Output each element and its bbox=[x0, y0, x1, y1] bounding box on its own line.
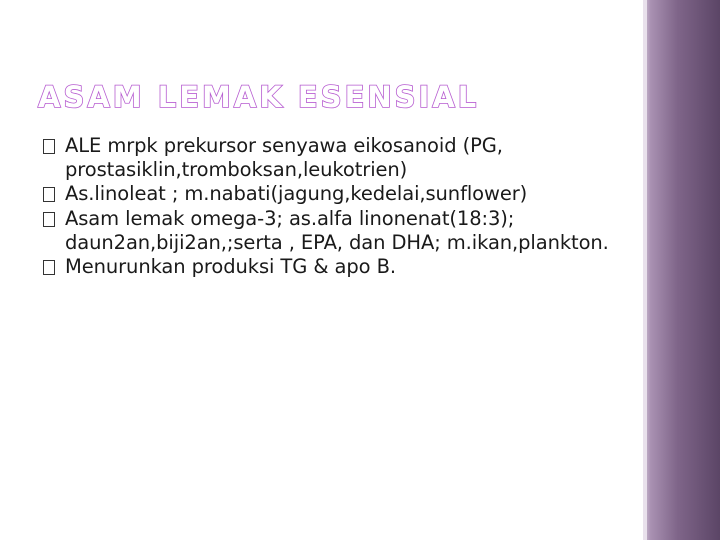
bullet-text: Menurunkan produksi TG & apo B. bbox=[65, 255, 396, 279]
bullet-box-icon bbox=[43, 260, 55, 275]
bullet-text: ALE mrpk prekursor senyawa eikosanoid (PG, prostasiklin,tromboksan,leukotrien) bbox=[65, 134, 503, 182]
bullet-text: Asam lemak omega-3; as.alfa linonenat(18:3); daun2an,biji2an,;serta , EPA, dan DHA; m.ikan,plankton. bbox=[65, 206, 609, 254]
bullet-box-icon bbox=[43, 212, 55, 227]
bullet-list bbox=[43, 134, 628, 279]
decorative-side-band bbox=[643, 0, 720, 540]
bullet-item bbox=[43, 182, 628, 206]
bullet-item bbox=[43, 207, 628, 255]
bullet-box-icon bbox=[43, 187, 55, 202]
bullet-text: As.linoleat ; m.nabati(jagung,kedelai,sunflower) bbox=[65, 182, 528, 206]
bullet-item bbox=[43, 134, 628, 182]
slide-title: ASAM LEMAK ESENSIAL bbox=[38, 80, 480, 114]
bullet-box-icon bbox=[43, 139, 55, 154]
bullet-item bbox=[43, 255, 628, 279]
